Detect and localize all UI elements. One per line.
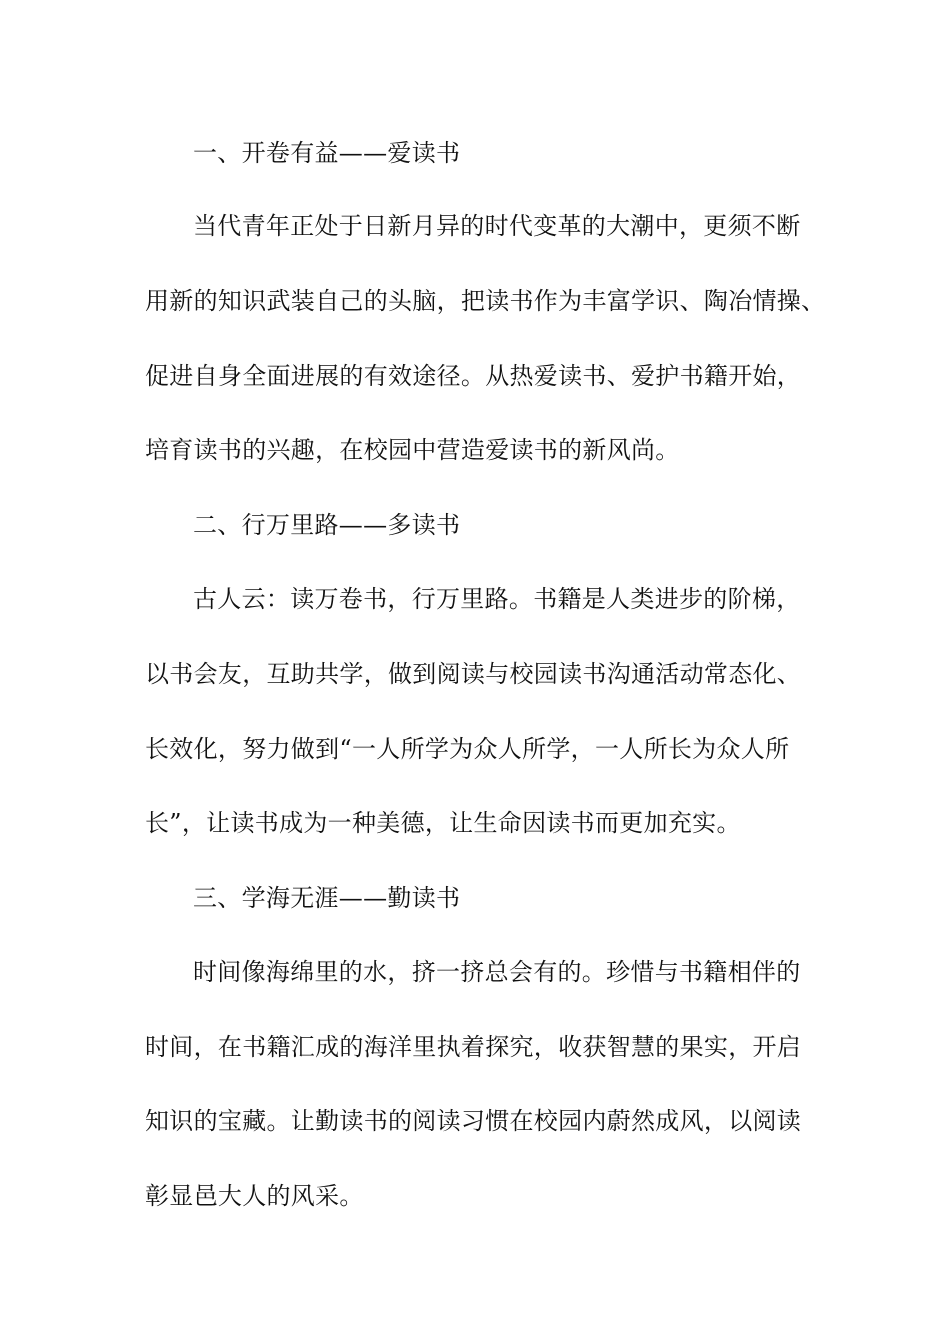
paragraph-line: 长效化，努力做到“一人所学为众人所学，一人所长为众人所 xyxy=(145,735,790,763)
paragraph-line: 时间像海绵里的水，挤一挤总会有的。珍惜与书籍相伴的 xyxy=(193,958,801,986)
paragraph-line: 彰显邑大人的风采。 xyxy=(145,1182,364,1210)
paragraph-line: 当代青年正处于日新月异的时代变革的大潮中，更须不断 xyxy=(193,212,801,240)
paragraph-line: 培育读书的兴趣，在校园中营造爱读书的新风尚。 xyxy=(145,436,680,464)
paragraph-line: 长”，让读书成为一种美德，让生命因读书而更加充实。 xyxy=(145,809,741,837)
paragraph-line: 用新的知识武装自己的头脑，把读书作为丰富学识、陶冶情操、 xyxy=(145,287,826,315)
section-heading: 一、开卷有益——爱读书 xyxy=(193,139,461,167)
paragraph-line: 促进自身全面进展的有效途径。从热爱读书、爱护书籍开始， xyxy=(145,362,802,390)
paragraph-line: 古人云：读万卷书，行万里路。书籍是人类进步的阶梯， xyxy=(193,585,801,613)
paragraph-line: 以书会友，互助共学，做到阅读与校园读书沟通活动常态化、 xyxy=(145,660,802,688)
paragraph-line: 时间，在书籍汇成的海洋里执着探究，收获智慧的果实，开启 xyxy=(145,1033,802,1061)
section-heading: 三、学海无涯——勤读书 xyxy=(193,884,461,912)
section-heading: 二、行万里路——多读书 xyxy=(193,511,461,539)
paragraph-line: 知识的宝藏。让勤读书的阅读习惯在校园内蔚然成风，以阅读 xyxy=(145,1107,802,1135)
